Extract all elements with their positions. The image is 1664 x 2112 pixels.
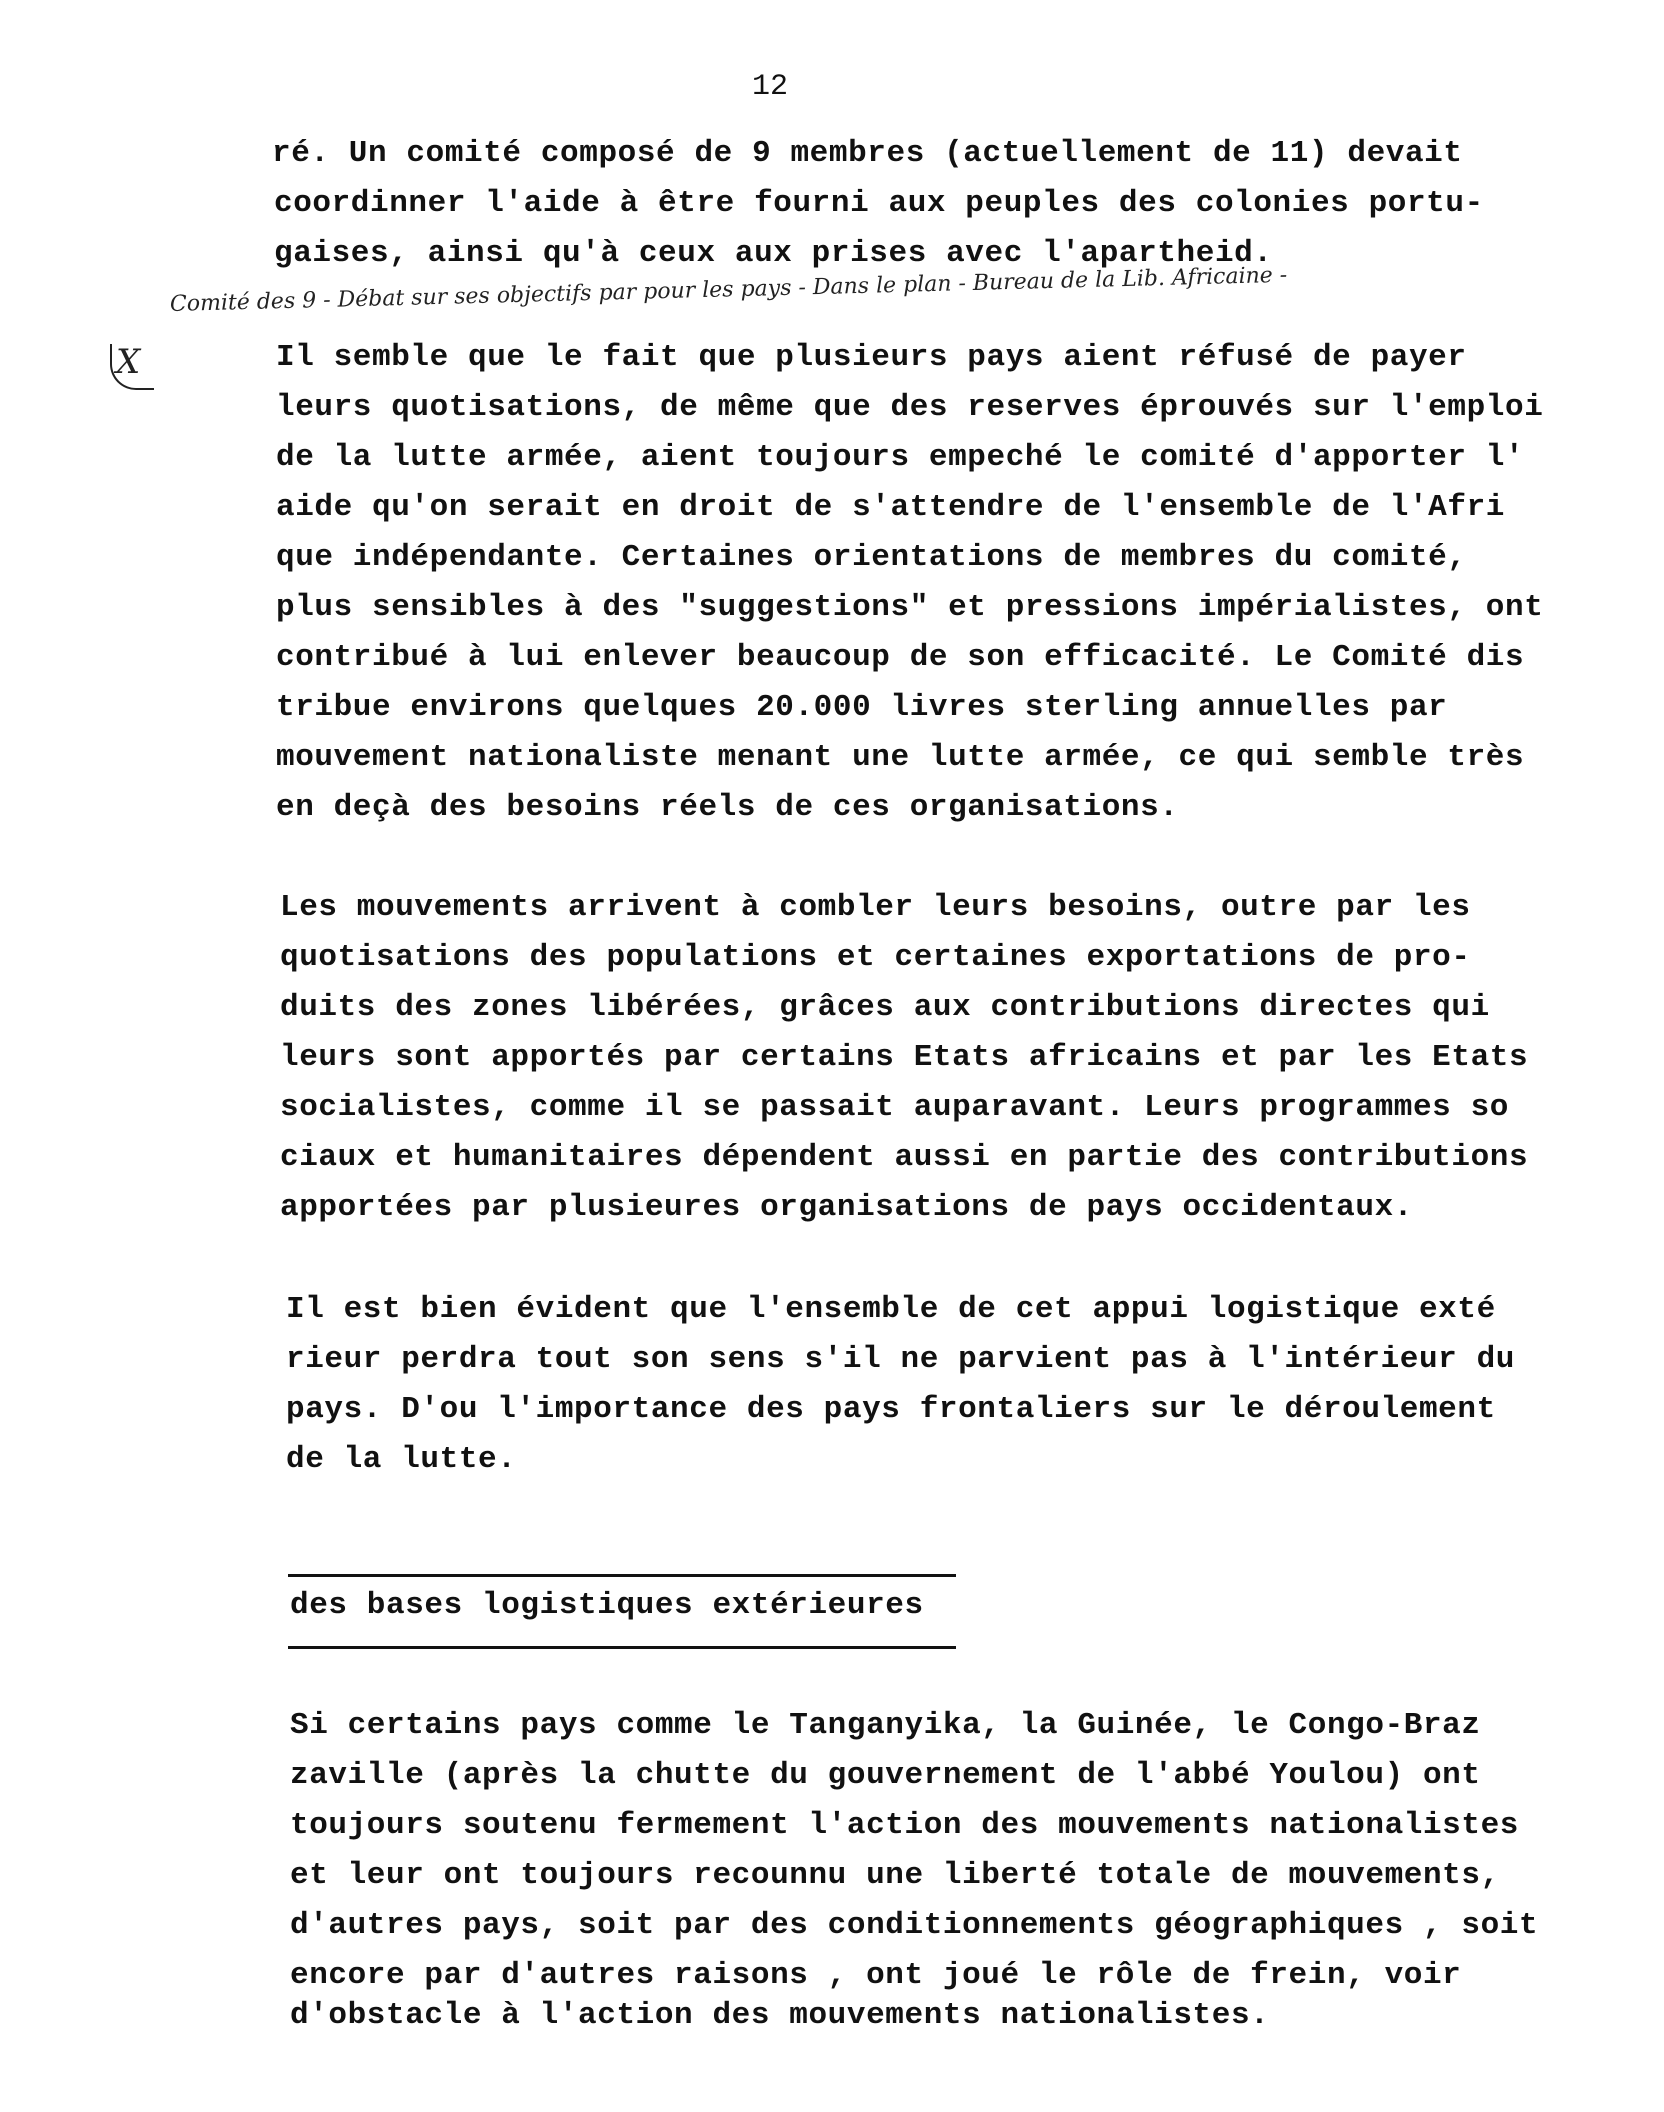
handwritten-annotation: Comité des 9 - Débat sur ses objectifs par pour les pays - Dans le plan - Bureau de la Lib. Africaine -	[169, 262, 1288, 317]
paragraph-2-line-4: aide qu'on serait en droit de s'attendre de l'ensemble de l'Afri	[276, 490, 1505, 525]
paragraph-4-line-1: Il est bien évident que l'ensemble de cet appui logistique exté	[286, 1292, 1496, 1327]
paragraph-1-line-1: ré. Un comité composé de 9 membres (actuellement de 11) devait	[272, 136, 1463, 171]
page-number: 12	[752, 70, 789, 104]
section-paragraph-line-1: Si certains pays comme le Tanganyika, la Guinée, le Congo-Braz	[290, 1708, 1481, 1743]
paragraph-2-line-3: de la lutte armée, aient toujours empeché le comité d'apporter l'	[276, 440, 1525, 475]
paragraph-2-line-10: en deçà des besoins réels de ces organisations.	[276, 790, 1179, 825]
section-paragraph-line-5: d'autres pays, soit par des conditionnements géographiques , soit	[290, 1908, 1539, 1943]
paragraph-2-line-7: contribué à lui enlever beaucoup de son efficacité. Le Comité dis	[276, 640, 1525, 675]
paragraph-4-line-2: rieur perdra tout son sens s'il ne parvient pas à l'intérieur du	[286, 1342, 1515, 1377]
paragraph-3-line-7: apportées par plusieures organisations de pays occidentaux.	[280, 1190, 1413, 1225]
section-paragraph-line-4: et leur ont toujours recounnu une liberté totale de mouvements,	[290, 1858, 1500, 1893]
paragraph-2-line-8: tribue environs quelques 20.000 livres sterling annuelles par	[276, 690, 1448, 725]
paragraph-2-line-9: mouvement nationaliste menant une lutte armée, ce qui semble très	[276, 740, 1525, 775]
margin-mark: X	[116, 342, 141, 382]
paragraph-2-line-6: plus sensibles à des "suggestions" et pressions impérialistes, ont	[276, 590, 1544, 625]
paragraph-2-line-5: que indépendante. Certaines orientations de membres du comité,	[276, 540, 1467, 575]
section-paragraph-line-3: toujours soutenu fermement l'action des mouvements nationalistes	[290, 1808, 1519, 1843]
paragraph-4-line-3: pays. D'ou l'importance des pays frontaliers sur le déroulement	[286, 1392, 1496, 1427]
heading-rule-bottom	[288, 1646, 956, 1649]
paragraph-3-line-4: leurs sont apportés par certains Etats africains et par les Etats	[280, 1040, 1529, 1075]
paragraph-3-line-5: socialistes, comme il se passait auparavant. Leurs programmes so	[280, 1090, 1509, 1125]
paragraph-4-line-4: de la lutte.	[286, 1442, 517, 1477]
section-paragraph-line-6: encore par d'autres raisons , ont joué le rôle de frein, voir	[290, 1958, 1462, 1993]
paragraph-3-line-3: duits des zones libérées, grâces aux contributions directes qui	[280, 990, 1490, 1025]
paragraph-3-line-6: ciaux et humanitaires dépendent aussi en partie des contributions	[280, 1140, 1529, 1175]
section-paragraph-line-7: d'obstacle à l'action des mouvements nationalistes.	[290, 1998, 1270, 2033]
section-heading: des bases logistiques extérieures	[290, 1588, 924, 1623]
paragraph-3-line-1: Les mouvements arrivent à combler leurs besoins, outre par les	[280, 890, 1471, 925]
heading-rule-top	[288, 1574, 956, 1577]
paragraph-1-line-2: coordinner l'aide à être fourni aux peuples des colonies portu-	[274, 186, 1484, 221]
paragraph-1-line-3: gaises, ainsi qu'à ceux aux prises avec l'apartheid.	[274, 236, 1273, 271]
paragraph-3-line-2: quotisations des populations et certaines exportations de pro-	[280, 940, 1471, 975]
paragraph-2-line-2: leurs quotisations, de même que des reserves éprouvés sur l'emploi	[276, 390, 1544, 425]
paragraph-2-line-1: Il semble que le fait que plusieurs pays aient réfusé de payer	[276, 340, 1467, 375]
section-paragraph-line-2: zaville (après la chutte du gouvernement de l'abbé Youlou) ont	[290, 1758, 1481, 1793]
